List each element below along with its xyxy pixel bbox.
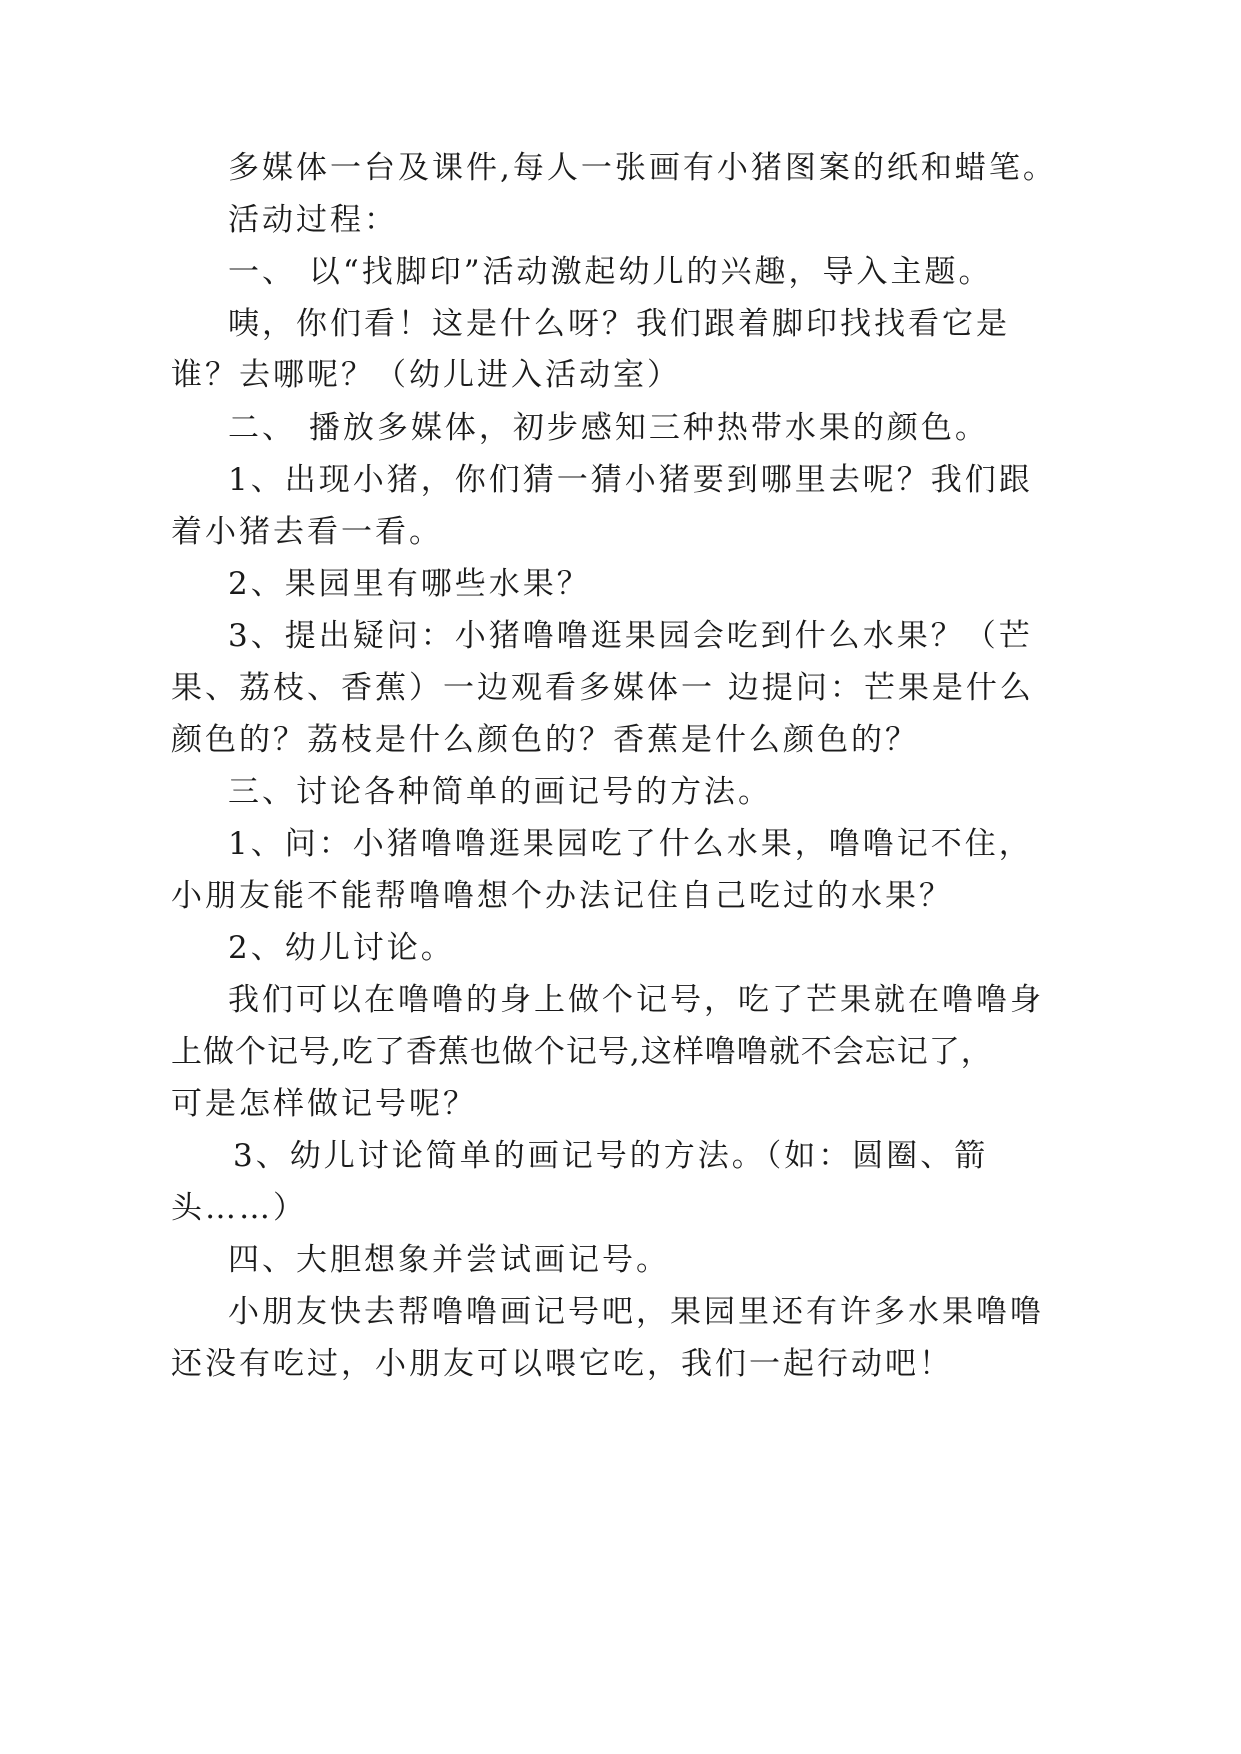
- text-line: 1、出现小猪，你们猜一猜小猪要到哪里去呢？我们跟: [228, 462, 1033, 498]
- text-line: 多媒体一台及课件,每人一张画有小猪图案的纸和蜡笔。: [228, 150, 1057, 186]
- text-line: 谁？去哪呢？（幼儿进入活动室）: [171, 357, 681, 393]
- text-line: 着小猪去看一看。: [171, 514, 443, 550]
- text-line: 小朋友快去帮噜噜画记号吧，果园里还有许多水果噜噜: [228, 1294, 1044, 1330]
- text-line: 活动过程：: [228, 202, 398, 238]
- text-line: 二、 播放多媒体，初步感知三种热带水果的颜色。: [228, 410, 989, 446]
- text-line: 还没有吃过，小朋友可以喂它吃，我们一起行动吧！: [171, 1346, 953, 1382]
- text-line: 小朋友能不能帮噜噜想个办法记住自己吃过的水果？: [171, 878, 953, 914]
- text-line: 头……）: [171, 1190, 307, 1226]
- text-line: 三、讨论各种简单的画记号的方法。: [228, 774, 772, 810]
- text-line: 1、问：小猪噜噜逛果园吃了什么水果，噜噜记不住，: [228, 826, 1033, 862]
- text-line: 3、提出疑问：小猪噜噜逛果园会吃到什么水果？（芒: [228, 618, 1033, 654]
- text-line: 果、荔枝、香蕉）一边观看多媒体一 边提问：芒果是什么: [171, 670, 1034, 706]
- text-line: 2、幼儿讨论。: [228, 930, 455, 966]
- text-line: 一、 以“找脚印”活动激起幼儿的兴趣，导入主题。: [228, 254, 993, 290]
- text-line: 我们可以在噜噜的身上做个记号，吃了芒果就在噜噜身: [228, 982, 1044, 1018]
- text-line: 颜色的？荔枝是什么颜色的？香蕉是什么颜色的？: [171, 722, 919, 758]
- text-line: 可是怎样做记号呢？: [171, 1086, 477, 1122]
- text-line: 咦，你们看！这是什么呀？我们跟着脚印找找看它是: [228, 306, 1010, 342]
- text-line: 3、幼儿讨论简单的画记号的方法。（如：圆圈、箭: [233, 1138, 989, 1174]
- text-line: 上做个记号,吃了香蕉也做个记号,这样噜噜就不会忘记了，: [171, 1034, 993, 1070]
- text-line: 四、大胆想象并尝试画记号。: [228, 1242, 670, 1278]
- text-line: 2、果园里有哪些水果？: [228, 566, 591, 602]
